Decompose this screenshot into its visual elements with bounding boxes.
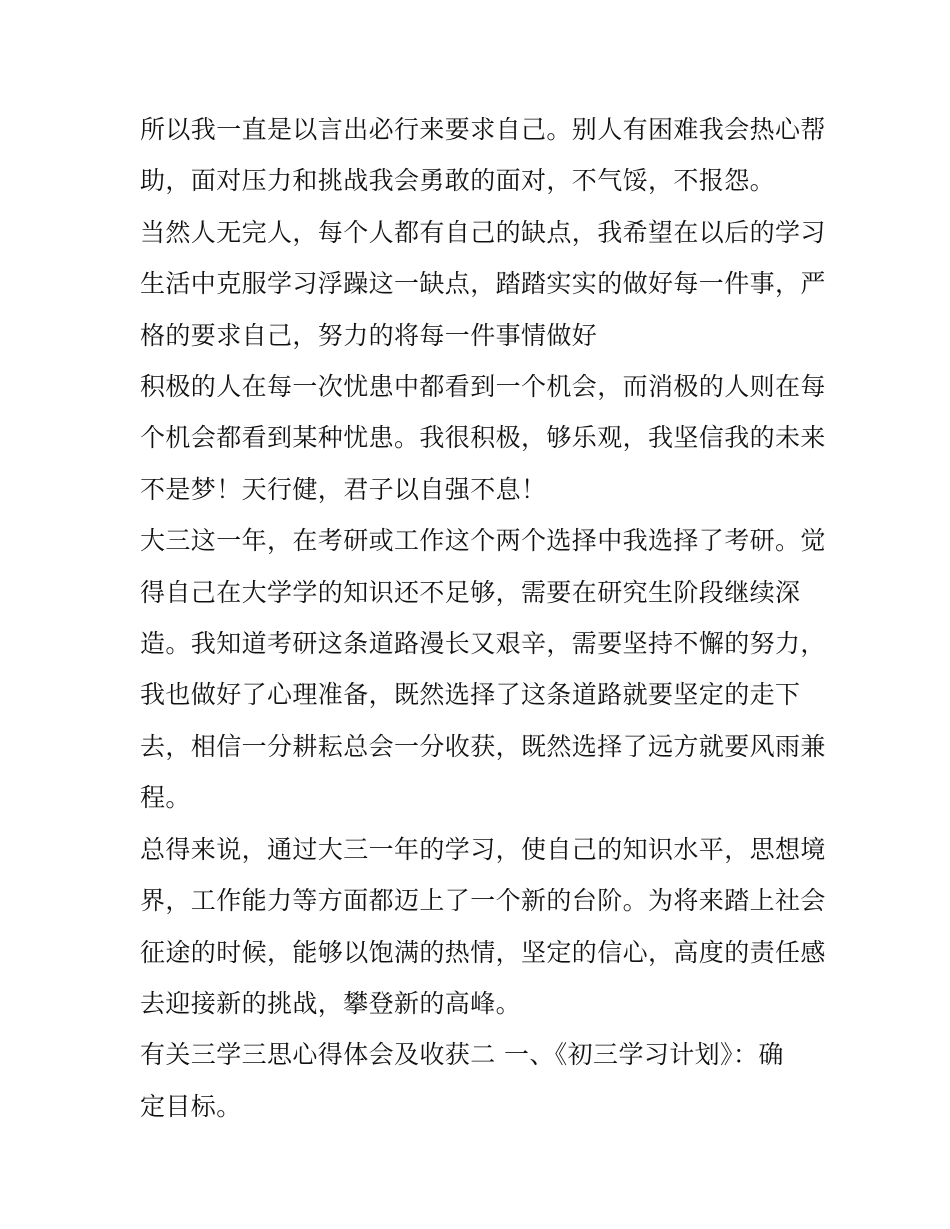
paragraph xyxy=(140,824,826,1030)
text-line: 去，相信一分耕耘总会一分收获，既然选择了远方就要风雨兼 xyxy=(140,731,826,761)
text-line: 界，工作能力等方面都迈上了一个新的台阶。为将来踏上社会 xyxy=(140,886,826,916)
text-line: 有关三学三思心得体会及收获二 一、《初三学习计划》：确 xyxy=(140,1040,784,1070)
paragraph xyxy=(140,207,826,361)
text-line: 格的要求自己，努力的将每一件事情做好 xyxy=(140,320,598,350)
text-line: 我也做好了心理准备，既然选择了这条道路就要坚定的走下 xyxy=(140,680,801,710)
text-line: 当然人无完人，每个人都有自己的缺点，我希望在以后的学习 xyxy=(140,217,826,247)
paragraph xyxy=(140,104,826,207)
text-line: 积极的人在每一次忧患中都看到一个机会，而消极的人则在每 xyxy=(140,372,826,402)
paragraph xyxy=(140,515,826,823)
text-line: 得自己在大学学的知识还不足够，需要在研究生阶段继续深 xyxy=(140,577,801,607)
document-body xyxy=(140,104,826,1132)
text-line: 总得来说，通过大三一年的学习，使自己的知识水平，思想境 xyxy=(140,834,826,864)
text-line: 去迎接新的挑战，攀登新的高峰。 xyxy=(140,988,522,1018)
text-line: 个机会都看到某种忧患。我很积极，够乐观，我坚信我的未来 xyxy=(140,423,826,453)
paragraph xyxy=(140,361,826,515)
text-line: 不是梦！天行健，君子以自强不息！ xyxy=(140,474,547,504)
text-line: 征途的时候，能够以饱满的热情，坚定的信心，高度的责任感 xyxy=(140,937,826,967)
text-line: 程。 xyxy=(140,783,191,813)
text-line: 生活中克服学习浮躁这一缺点，踏踏实实的做好每一件事，严 xyxy=(140,269,826,299)
text-line: 所以我一直是以言出必行来要求自己。别人有困难我会热心帮 xyxy=(140,115,826,144)
text-line: 助，面对压力和挑战我会勇敢的面对，不气馁，不报怨。 xyxy=(140,166,776,196)
text-line: 造。我知道考研这条道路漫长又艰辛，需要坚持不懈的努力， xyxy=(140,629,826,659)
text-line: 大三这一年，在考研或工作这个两个选择中我选择了考研。觉 xyxy=(140,526,826,556)
paragraph xyxy=(140,1029,820,1132)
text-line: 定目标。 xyxy=(140,1091,242,1121)
